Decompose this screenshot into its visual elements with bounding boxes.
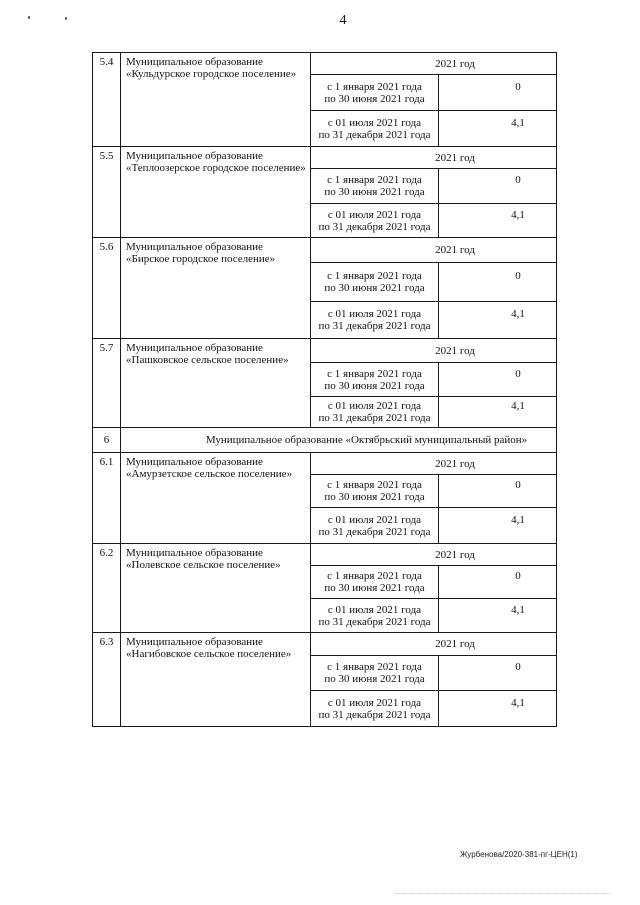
municipality-name-cell bbox=[121, 53, 310, 146]
value-cell bbox=[439, 169, 556, 203]
municipality-name: «Пашковское сельское поселение» bbox=[126, 354, 289, 366]
year-header-cell bbox=[311, 453, 556, 474]
year-label: 2021 год bbox=[435, 548, 475, 561]
period-start: с 01 июля 2021 года bbox=[327, 308, 422, 320]
municipality-type: Муниципальное образование bbox=[126, 636, 263, 648]
rate-value: 4,1 bbox=[511, 513, 525, 526]
municipality-name-cell bbox=[121, 147, 310, 237]
year-label: 2021 год bbox=[435, 344, 475, 357]
period-end: по 30 июня 2021 года bbox=[324, 92, 425, 105]
period-cell bbox=[311, 169, 438, 203]
period-end: по 31 декабря 2021 года bbox=[318, 128, 431, 141]
row-number: 6 bbox=[103, 434, 110, 446]
period-end: по 30 июня 2021 года bbox=[324, 491, 425, 503]
value-cell bbox=[439, 363, 556, 396]
municipality-type: Муниципальное образование bbox=[126, 547, 263, 559]
rate-value: 4,1 bbox=[511, 400, 525, 412]
rate-value: 4,1 bbox=[511, 696, 525, 709]
scan-speck bbox=[65, 17, 67, 20]
year-header-cell bbox=[311, 147, 556, 168]
period-cell bbox=[311, 397, 438, 427]
scan-artifact-line bbox=[395, 893, 610, 894]
municipality-name-cell bbox=[121, 339, 310, 427]
period-cell bbox=[311, 363, 438, 396]
row-number-cell bbox=[93, 53, 120, 146]
row-number-cell bbox=[93, 238, 120, 338]
value-cell bbox=[439, 566, 556, 598]
period-start: с 1 января 2021 года bbox=[327, 174, 422, 186]
municipality-name-cell bbox=[121, 633, 310, 726]
row-number-cell bbox=[93, 339, 120, 427]
value-cell bbox=[439, 691, 556, 726]
value-cell bbox=[439, 111, 556, 146]
year-header-cell bbox=[311, 53, 556, 74]
rate-value: 0 bbox=[515, 661, 521, 673]
year-header-cell bbox=[311, 544, 556, 565]
period-cell bbox=[311, 691, 438, 726]
period-start: с 01 июля 2021 года bbox=[327, 513, 422, 526]
rate-value: 0 bbox=[515, 174, 521, 186]
period-end: по 30 июня 2021 года bbox=[324, 673, 425, 685]
municipality-name-cell bbox=[121, 453, 310, 543]
period-cell bbox=[311, 302, 438, 338]
row-number: 6.2 bbox=[99, 547, 114, 559]
page-number: 4 bbox=[339, 13, 347, 28]
rate-value: 0 bbox=[515, 270, 521, 282]
row-number-cell bbox=[93, 453, 120, 543]
document-code: Журбенова/2020-381-пг-ЦЕН(1) bbox=[460, 850, 578, 859]
municipality-name: «Кульдурское городское поселение» bbox=[126, 68, 297, 80]
period-start: с 1 января 2021 года bbox=[327, 367, 422, 380]
year-label: 2021 год bbox=[435, 57, 475, 70]
rate-value: 0 bbox=[515, 570, 521, 582]
rate-value: 4,1 bbox=[511, 603, 525, 616]
period-end: по 31 декабря 2021 года bbox=[318, 525, 431, 538]
row-number-cell bbox=[93, 633, 120, 726]
row-number: 6.1 bbox=[99, 456, 114, 468]
period-end: по 30 июня 2021 года bbox=[324, 582, 425, 594]
year-label: 2021 год bbox=[435, 457, 475, 470]
period-cell bbox=[311, 475, 438, 507]
period-end: по 31 декабря 2021 года bbox=[318, 320, 431, 332]
value-cell bbox=[439, 656, 556, 690]
row-number: 5.6 bbox=[99, 241, 114, 253]
period-end: по 31 декабря 2021 года bbox=[318, 615, 431, 628]
row-number: 5.5 bbox=[99, 150, 114, 162]
period-end: по 30 июня 2021 года bbox=[324, 186, 425, 198]
year-header-cell bbox=[311, 339, 556, 362]
rate-value: 4,1 bbox=[511, 208, 525, 221]
rate-value: 0 bbox=[515, 479, 521, 491]
municipality-name: «Нагибовское сельское поселение» bbox=[126, 648, 292, 660]
municipality-name-cell bbox=[121, 238, 310, 338]
municipality-type: Муниципальное образование bbox=[126, 150, 263, 162]
district-title-cell bbox=[121, 428, 556, 452]
period-end: по 31 декабря 2021 года bbox=[318, 708, 431, 721]
period-end: по 30 июня 2021 года bbox=[324, 379, 425, 392]
district-title: Муниципальное образование «Октябрьский муниципальный район» bbox=[205, 434, 528, 446]
value-cell bbox=[439, 599, 556, 632]
municipality-name: «Теплоозерское городское поселение» bbox=[126, 162, 306, 174]
period-end: по 31 декабря 2021 года bbox=[318, 412, 431, 424]
municipality-type: Муниципальное образование bbox=[126, 241, 263, 253]
value-cell bbox=[439, 397, 556, 427]
municipality-name-cell bbox=[121, 544, 310, 632]
row-number: 5.7 bbox=[99, 342, 114, 354]
period-cell bbox=[311, 508, 438, 543]
period-cell bbox=[311, 204, 438, 237]
period-end: по 31 декабря 2021 года bbox=[318, 220, 431, 233]
period-cell bbox=[311, 111, 438, 146]
period-start: с 01 июля 2021 года bbox=[327, 208, 422, 221]
row-number-cell bbox=[93, 544, 120, 632]
year-header-cell bbox=[311, 238, 556, 262]
municipality-name: «Бирское городское поселение» bbox=[126, 253, 276, 265]
value-cell bbox=[439, 204, 556, 237]
municipality-name: «Полевское сельское поселение» bbox=[126, 559, 281, 571]
period-start: с 01 июля 2021 года bbox=[327, 696, 422, 709]
year-label: 2021 год bbox=[435, 244, 475, 256]
period-start: с 1 января 2021 года bbox=[327, 570, 422, 582]
period-start: с 01 июля 2021 года bbox=[327, 116, 422, 129]
row-number-cell bbox=[93, 428, 120, 452]
rate-value: 4,1 bbox=[511, 116, 525, 129]
value-cell bbox=[439, 508, 556, 543]
municipality-type: Муниципальное образование bbox=[126, 56, 263, 68]
period-cell bbox=[311, 263, 438, 301]
period-end: по 30 июня 2021 года bbox=[324, 282, 425, 294]
period-cell bbox=[311, 566, 438, 598]
rate-value: 4,1 bbox=[511, 308, 525, 320]
row-number-cell bbox=[93, 147, 120, 237]
value-cell bbox=[439, 263, 556, 301]
municipality-type: Муниципальное образование bbox=[126, 456, 263, 468]
rate-value: 0 bbox=[515, 367, 521, 380]
period-start: с 1 января 2021 года bbox=[327, 80, 422, 93]
period-start: с 1 января 2021 года bbox=[327, 270, 422, 282]
period-start: с 1 января 2021 года bbox=[327, 661, 422, 673]
year-header-cell bbox=[311, 633, 556, 655]
period-cell bbox=[311, 656, 438, 690]
rate-value: 0 bbox=[515, 80, 521, 93]
value-cell bbox=[439, 75, 556, 110]
row-number: 5.4 bbox=[99, 56, 114, 68]
period-start: с 01 июля 2021 года bbox=[327, 400, 422, 412]
municipality-type: Муниципальное образование bbox=[126, 342, 263, 354]
year-label: 2021 год bbox=[435, 151, 475, 164]
period-start: с 01 июля 2021 года bbox=[327, 603, 422, 616]
period-cell bbox=[311, 75, 438, 110]
value-cell bbox=[439, 302, 556, 338]
row-number: 6.3 bbox=[99, 636, 114, 648]
value-cell bbox=[439, 475, 556, 507]
period-start: с 1 января 2021 года bbox=[327, 479, 422, 491]
period-cell bbox=[311, 599, 438, 632]
tariff-table bbox=[92, 52, 557, 727]
scan-speck bbox=[28, 16, 30, 19]
year-label: 2021 год bbox=[435, 638, 475, 650]
municipality-name: «Амурзетское сельское поселение» bbox=[126, 468, 293, 480]
